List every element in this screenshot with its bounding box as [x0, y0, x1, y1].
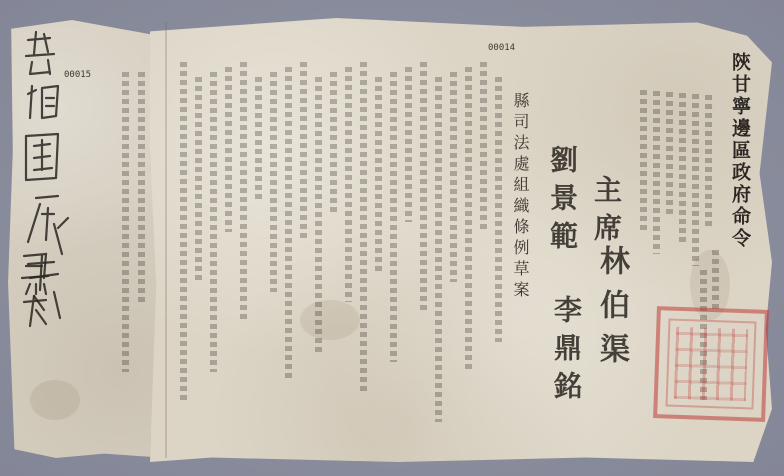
faint-text-column — [255, 77, 262, 202]
faint-text-column — [653, 91, 660, 254]
faint-text-column — [285, 67, 292, 382]
faint-text-column — [330, 72, 337, 212]
faint-text-column — [300, 62, 307, 242]
faint-text-column — [210, 72, 217, 372]
serial-number-left: 00015 — [64, 70, 92, 80]
regulation-heading: 縣司法處組織條例草案 — [511, 92, 530, 302]
faint-text-column — [345, 67, 352, 302]
faint-text-column — [375, 77, 382, 272]
handwriting-icon — [16, 250, 56, 330]
faint-text-column — [450, 72, 457, 282]
faint-text-column — [180, 62, 187, 402]
faint-text-column — [465, 67, 472, 372]
signature-chairman: 林伯渠 — [594, 245, 629, 377]
faint-text-column — [435, 77, 442, 422]
document-title: 陝甘寧邊區政府命令 — [729, 52, 751, 250]
faint-text-column — [225, 67, 232, 232]
faint-text-column — [692, 94, 699, 266]
faint-text-column — [270, 72, 277, 292]
faint-text-column — [666, 92, 673, 218]
signature-third: 李鼎銘 — [550, 295, 583, 409]
paper-stain — [300, 300, 360, 340]
sheet-seam — [165, 22, 167, 458]
faint-text-column — [315, 77, 322, 352]
red-seal-icon — [653, 306, 769, 422]
faint-text-column — [420, 62, 427, 312]
seal-pattern — [674, 327, 748, 401]
paper-stain — [30, 380, 80, 420]
faint-text-column — [390, 72, 397, 362]
faint-text-column — [195, 77, 202, 282]
faint-text-column — [495, 77, 502, 342]
faint-text-column — [138, 72, 145, 302]
serial-number-main: 00014 — [488, 43, 516, 53]
faint-text-column — [480, 62, 487, 232]
faint-text-column — [679, 93, 686, 242]
faint-text-column — [640, 90, 647, 230]
faint-text-column — [712, 250, 719, 310]
faint-text-column — [122, 72, 129, 372]
signature-role-chairman: 主席 — [590, 175, 623, 251]
faint-text-column — [360, 62, 367, 392]
faint-text-column — [705, 95, 712, 230]
signature-second: 劉景範 — [546, 145, 579, 259]
faint-text-column — [240, 62, 247, 322]
faint-text-column — [405, 67, 412, 222]
